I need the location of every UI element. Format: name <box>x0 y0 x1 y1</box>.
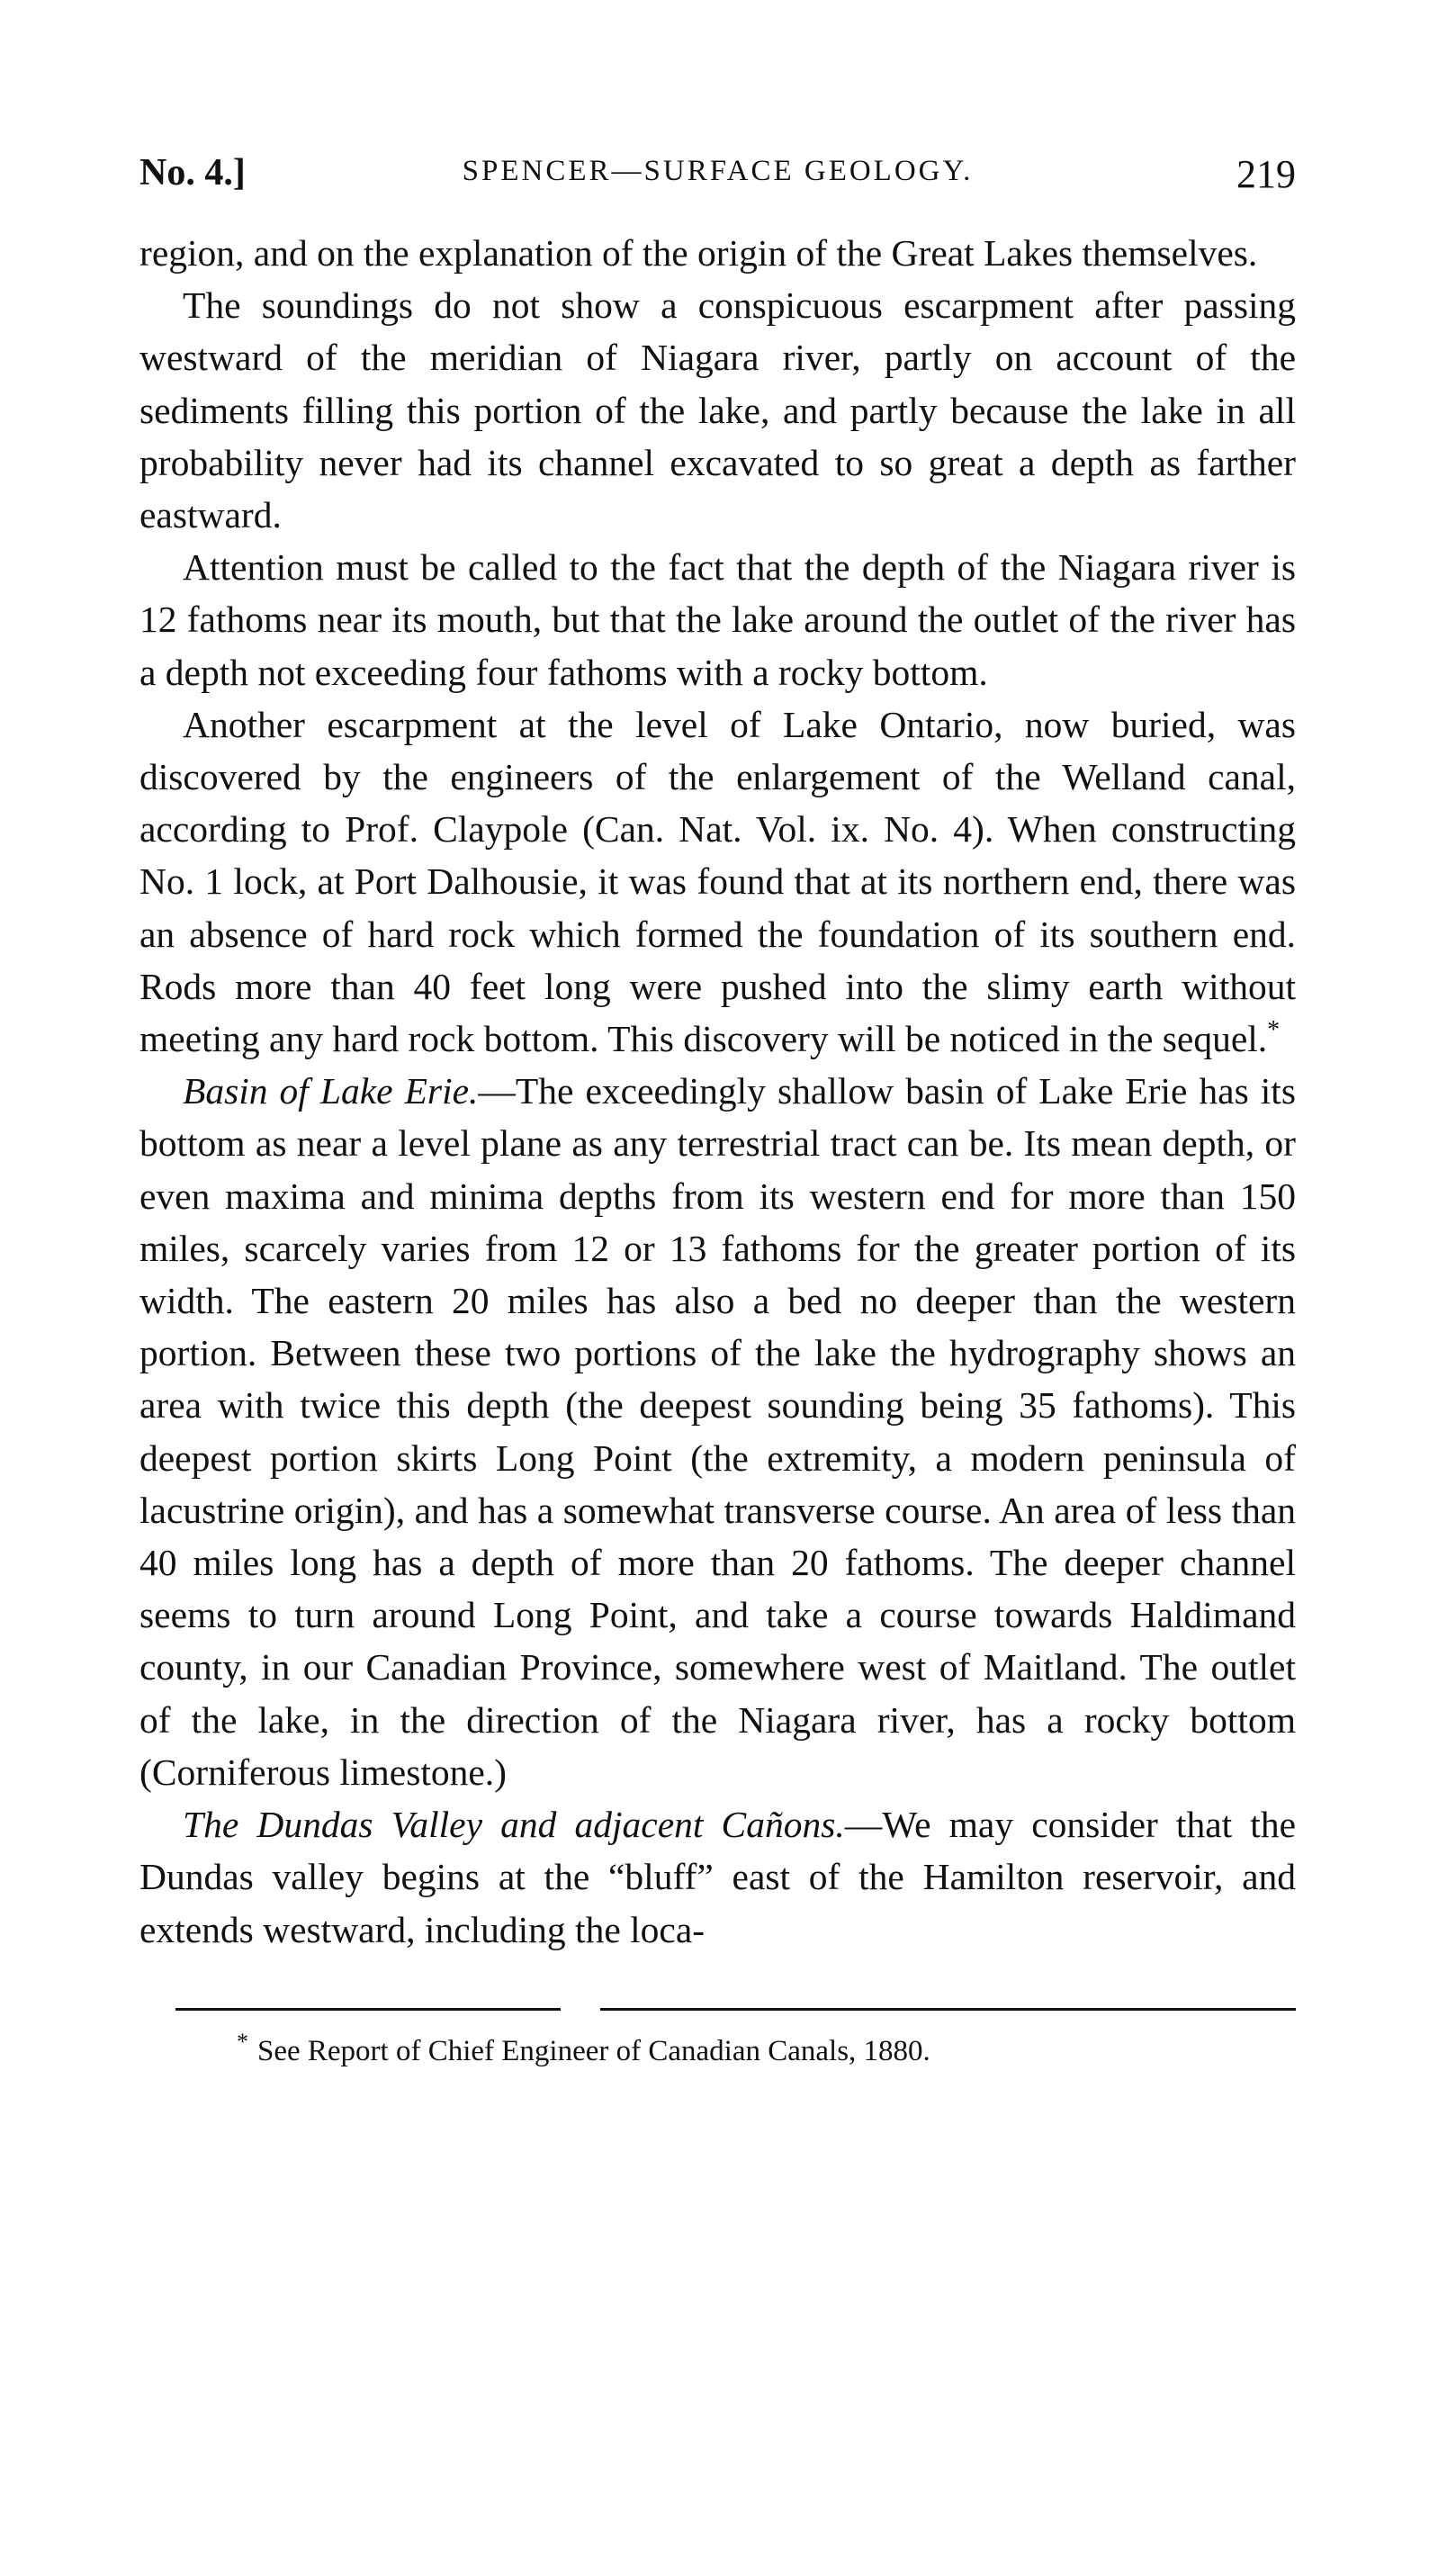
footnote <box>139 2028 1296 2071</box>
paragraph-text: Attention must be called to the fact that the depth of the Niagara river is 12 fathoms near its mouth, but that the lake around the outlet of the river has a depth not exceeding four fathoms with a rocky bottom. <box>139 546 1296 693</box>
paragraph-text: The soundings do not show a conspicuous escarpment after passing westward of the meridian of Niagara river, partly on account of the sediments filling this portion of the lake, and partly because the lake in all probability never had its channel excavated to so great a depth as farther eastward. <box>139 284 1296 536</box>
body-text <box>139 227 1296 1956</box>
paragraph-dundas-valley <box>139 1798 1296 1956</box>
running-head <box>139 151 1296 214</box>
paragraph-continuation <box>139 227 1296 279</box>
separator-rule-left <box>175 2008 561 2011</box>
paragraph-text: Another escarpment at the level of Lake Ontario, now buried, was discovered by the engineers of the enlargement of the Welland canal, according to Prof. Claypole (Can. Nat. Vol. ix. No. 4). When constructing No. 1 lock, at Port Dalhousie, it was found that at its northern end, there was an absence of hard rock which formed the foundation of its southern end. Rods more than 40 feet long were pushed into the slimy earth without meeting any hard rock bottom. This discovery will be noticed in the sequel. <box>139 703 1296 1060</box>
footnote-separator <box>139 1995 1296 2031</box>
journal-number: No. 4.] <box>139 152 246 194</box>
section-heading: Basin of Lake Erie. <box>183 1070 479 1112</box>
separator-rule-right <box>600 2008 1296 2011</box>
paragraph-soundings <box>139 279 1296 541</box>
paragraph-niagara-depth <box>139 541 1296 698</box>
page-number: 219 <box>1236 152 1296 196</box>
page <box>139 151 1296 2071</box>
paragraph-welland-escarpment <box>139 698 1296 1065</box>
paragraph-text: region, and on the explanation of the origin of the Great Lakes themselves. <box>139 232 1258 274</box>
section-heading: The Dundas Valley and adjacent Cañons. <box>183 1804 845 1846</box>
paragraph-text: —We may consider that the Dundas valley begins at the “bluff” east of the Hamilton reservoir, and extends westward, including the loca- <box>139 1804 1296 1950</box>
footnote-text: See Report of Chief Engineer of Canadian Canals, 1880. <box>257 2034 930 2067</box>
footnote-reference[interactable]: * <box>1267 1016 1281 1045</box>
paragraph-text: —The exceedingly shallow basin of Lake Erie has its bottom as near a level plane as any terrestrial tract can be. Its mean depth, or even maxima and minima depths from its western end for more than 150 miles, scarcely varies from 12 or 13 fathoms for the greater portion of its width. The eastern 20 miles has also a bed no deeper than the western portion. Between these two portions of the lake the hydrography shows an area with twice this depth (the deepest sounding being 35 fathoms). This deepest portion skirts Long Point (the extremity, a modern peninsula of lacustrine origin), and has a somewhat transverse course. An area of less than 40 miles long has a depth of more than 20 fathoms. The deeper channel seems to turn around Long Point, and take a course towards Haldimand county, in our Canadian Province, somewhere west of Maitland. The outlet of the lake, in the direction of the Niagara river, has a rocky bottom (Corniferous limestone.) <box>139 1070 1296 1793</box>
running-title: SPENCER—SURFACE GEOLOGY. <box>462 155 974 187</box>
footnote-mark: * <box>237 2028 248 2055</box>
paragraph-lake-erie <box>139 1065 1296 1798</box>
